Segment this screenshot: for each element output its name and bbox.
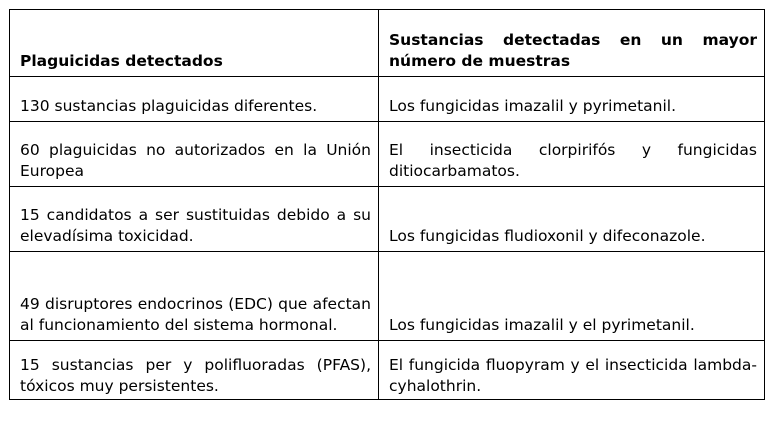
table-cell-right: El fungicida fluopyram y el insecticida lambda-cyhalothrin.: [379, 341, 765, 400]
table-row: [10, 341, 765, 400]
table-cell-right: Los fungicidas imazalil y el pyrimetanil.: [379, 252, 765, 341]
header-pesticides-detected: Plaguicidas detectados: [10, 10, 379, 77]
table-cell-right: Los fungicidas fludioxonil y difeconazole.: [379, 187, 765, 252]
table-cell-left: 15 sustancias per y polifluoradas (PFAS), tóxicos muy persistentes.: [10, 341, 379, 400]
table-header-row: [10, 10, 765, 77]
table-row: [10, 77, 765, 122]
table-row: [10, 187, 765, 252]
pesticides-table: [9, 9, 765, 400]
table-row: [10, 252, 765, 341]
table-cell-left: 60 plaguicidas no autorizados en la Unión Europea: [10, 122, 379, 187]
header-most-detected-substances: Sustancias detectadas en un mayor número de muestras: [379, 10, 765, 77]
table-cell-left: 49 disruptores endocrinos (EDC) que afectan al funcionamiento del sistema hormonal.: [10, 252, 379, 341]
table-cell-left: 15 candidatos a ser sustituidas debido a su elevadísima toxicidad.: [10, 187, 379, 252]
table-row: [10, 122, 765, 187]
table-cell-right: Los fungicidas imazalil y pyrimetanil.: [379, 77, 765, 122]
table-cell-left: 130 sustancias plaguicidas diferentes.: [10, 77, 379, 122]
table-cell-right: El insecticida clorpirifós y fungicidas ditiocarbamatos.: [379, 122, 765, 187]
